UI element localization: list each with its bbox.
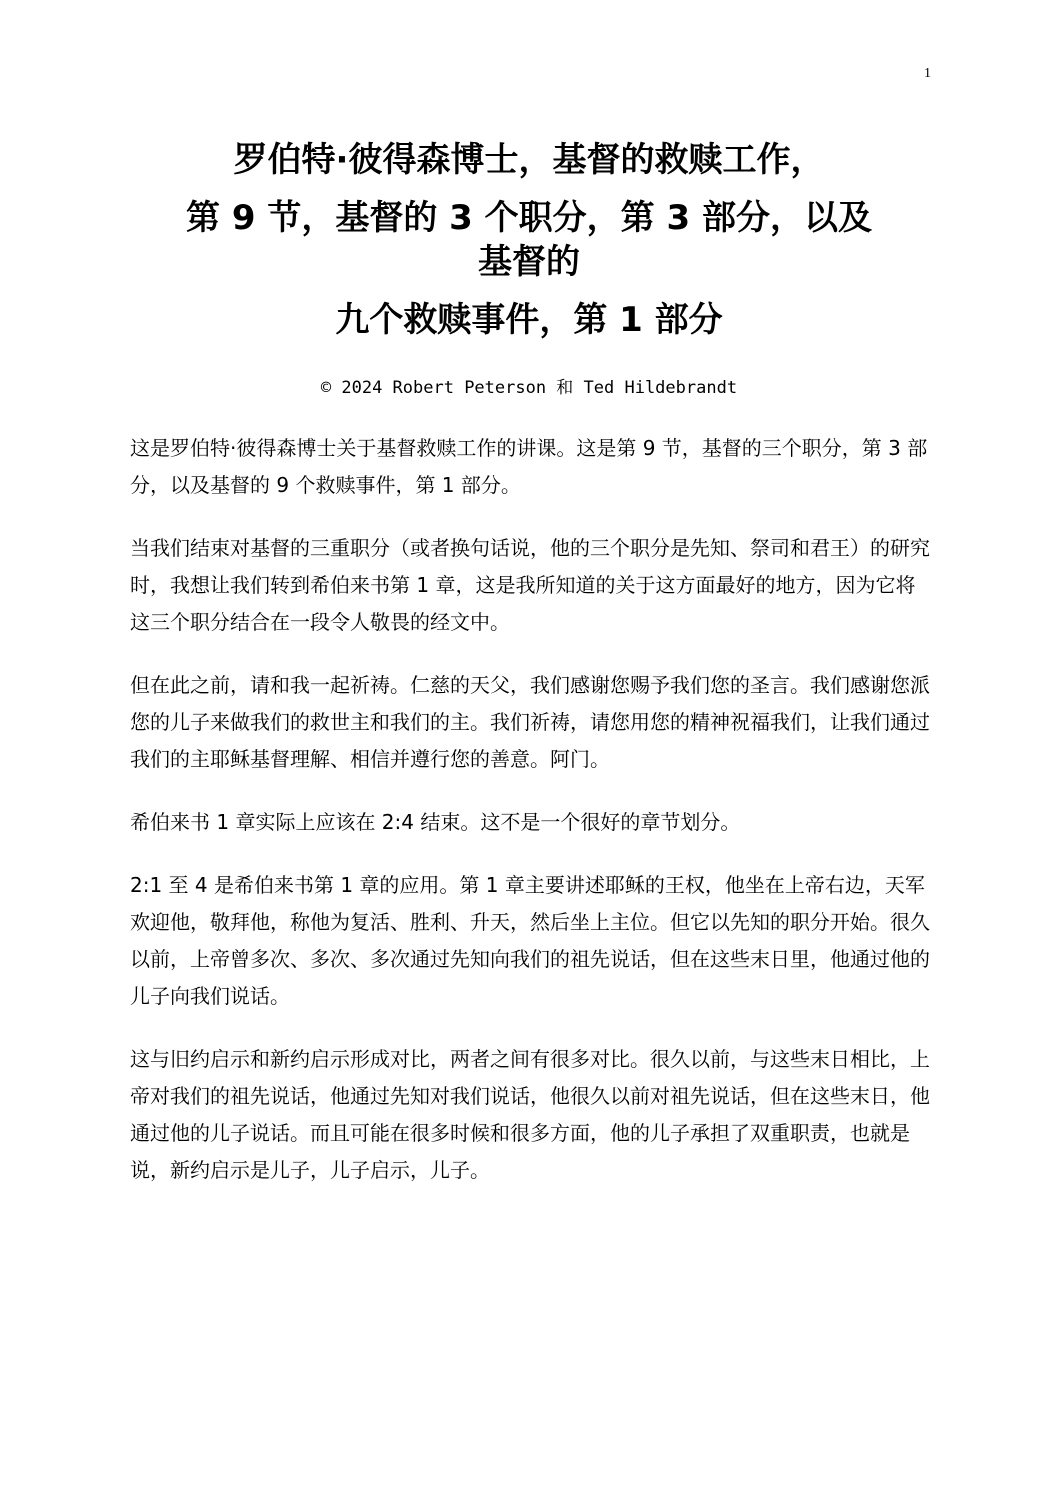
copyright-notice: © 2024 Robert Peterson 和 Ted Hildebrandt (320, 378, 738, 398)
paragraph-2: 当我们结束对基督的三重职分（或者换句话说，他的三个职分是先知、祭司和君王）的研究时，我想让我们转到希伯来书第 1 章，这是我所知道的关于这方面最好的地方，因为它将这三个职分结合在一段令人敬畏的经文中。 (130, 536, 930, 634)
paragraph-4: 希伯来书 1 章实际上应该在 2:4 结束。这不是一个很好的章节划分。 (130, 810, 741, 834)
paragraph-6: 这与旧约启示和新约启示形成对比，两者之间有很多对比。很久以前，与这些末日相比，上帝对我们的祖先说话，他通过先知对我们说话，他很久以前对祖先说话，但在这些末日，他通过他的儿子说话。而且可能在很多时候和很多方面，他的儿子承担了双重职责，也就是说，新约启示是儿子，儿子启示，儿子。 (130, 1047, 930, 1182)
document-body (130, 430, 930, 1215)
title-line-3: 基督的 (478, 242, 580, 282)
title-line-1: 罗伯特·彼得森博士，基督的救赎工作， (233, 140, 825, 180)
paragraph-3: 但在此之前，请和我一起祈祷。仁慈的天父，我们感谢您赐予我们您的圣言。我们感谢您派您的儿子来做我们的救世主和我们的主。我们祈祷，请您用您的精神祝福我们，让我们通过我们的主耶稣基督理解、相信并遵行您的善意。阿门。 (130, 673, 930, 771)
title-line-2: 第 9 节，基督的 3 个职分，第 3 部分，以及 (186, 198, 872, 238)
page-number: 1 (924, 66, 931, 81)
title-line-4: 九个救赎事件，第 1 部分 (335, 300, 723, 340)
document-title (100, 138, 958, 342)
paragraph-1: 这是罗伯特·彼得森博士关于基督救赎工作的讲课。这是第 9 节，基督的三个职分，第 3 部分，以及基督的 9 个救赎事件，第 1 部分。 (130, 436, 928, 497)
paragraph-5: 2:1 至 4 是希伯来书第 1 章的应用。第 1 章主要讲述耶稣的王权，他坐在上帝右边，天军欢迎他，敬拜他，称他为复活、胜利、升天，然后坐上主位。但它以先知的职分开始。很久以前，上帝曾多次、多次、多次通过先知向我们的祖先说话，但在这些末日里，他通过他的儿子向我们说话。 (130, 873, 930, 1008)
